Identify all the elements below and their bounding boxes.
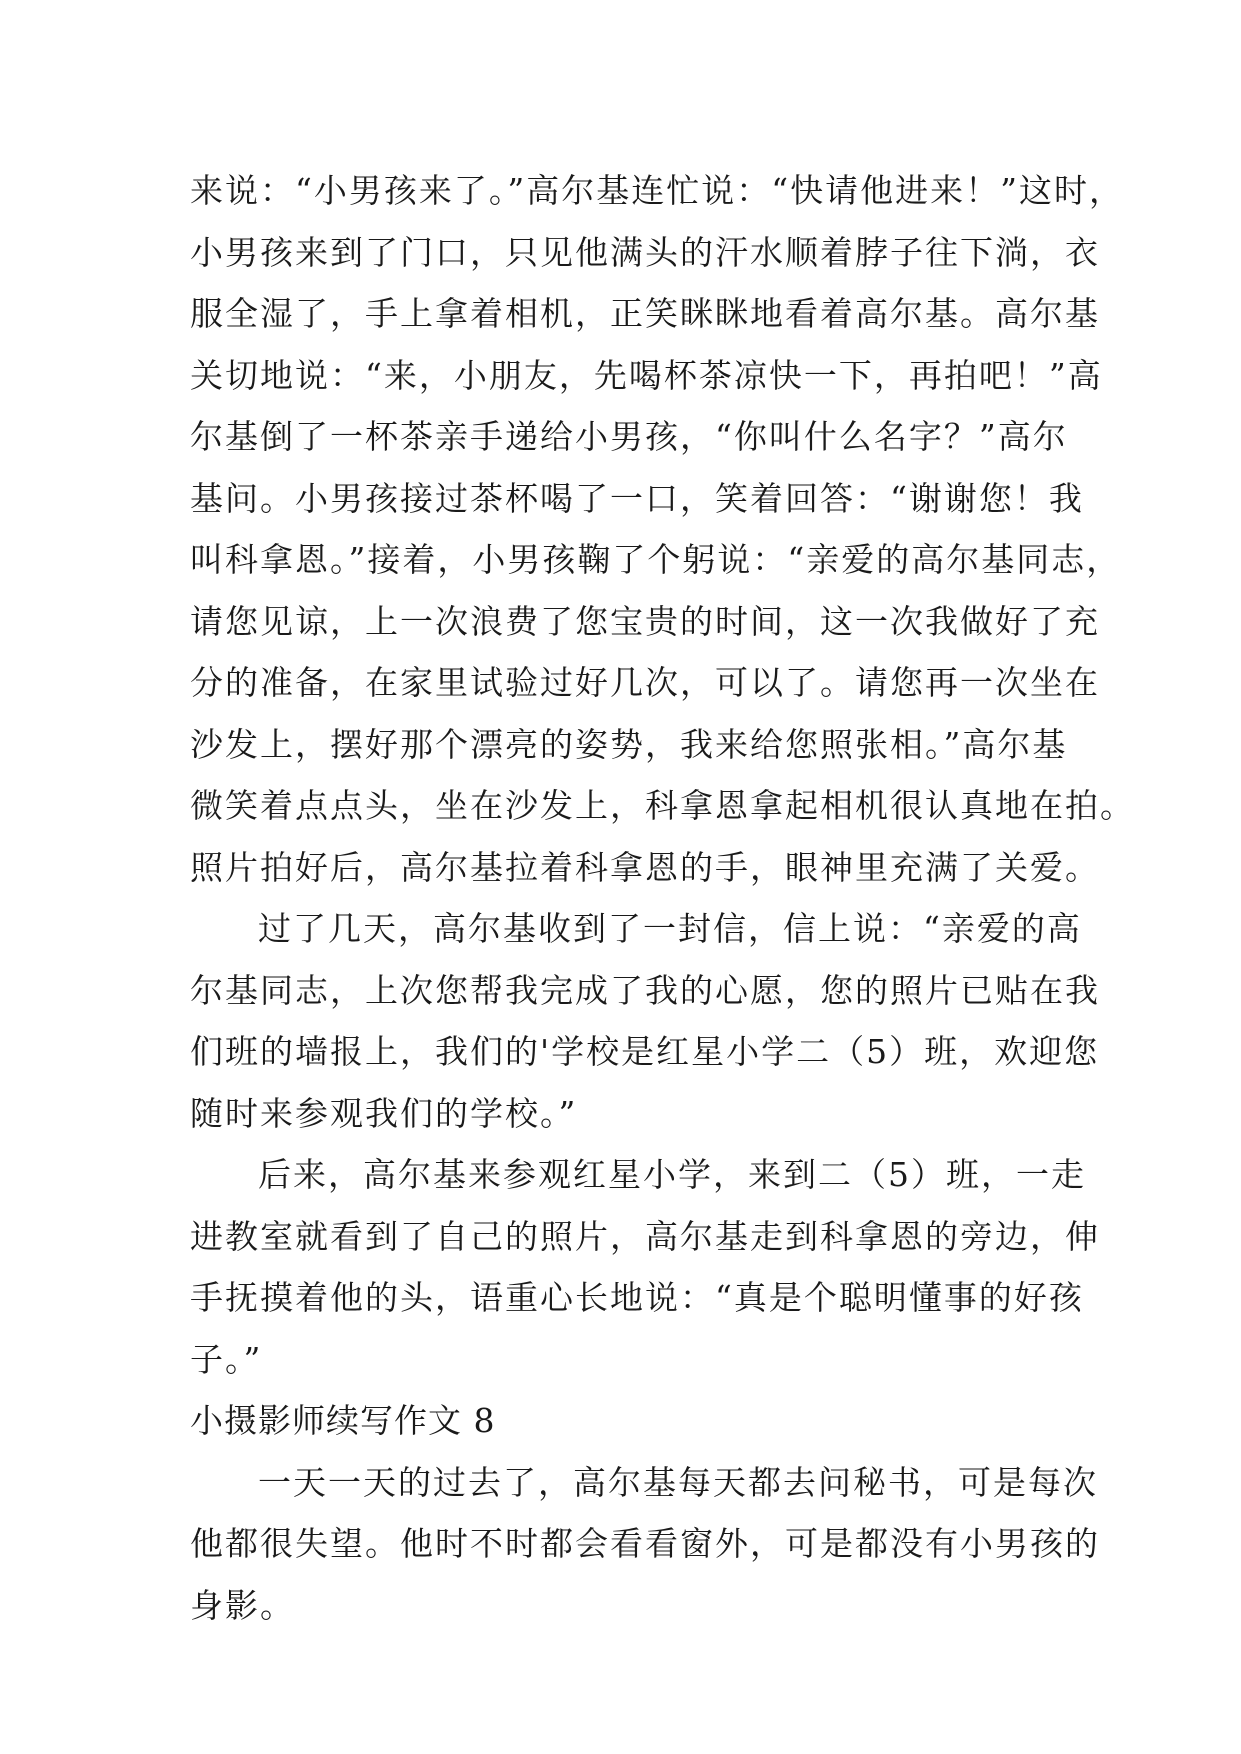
paragraph-line: 子。”	[190, 1339, 263, 1379]
paragraph-line: 分的准备，在家里试验过好几次，可以了。请您再一次坐在	[190, 663, 1100, 702]
paragraph-line: 尔基同志，上次您帮我完成了我的心愿，您的照片已贴在我	[190, 970, 1100, 1010]
paragraph-line: 进教室就看到了自己的照片，高尔基走到科拿恩的旁边，伸	[190, 1216, 1100, 1256]
paragraph-line: 请您见谅，上一次浪费了您宝贵的时间，这一次我做好了充	[190, 601, 1100, 641]
paragraph-1	[190, 160, 1135, 898]
paragraph-line: 小男孩来到了门口，只见他满头的汗水顺着脖子往下淌，衣	[190, 232, 1100, 272]
paragraph-line: 照片拍好后，高尔基拉着科拿恩的手，眼神里充满了关爱。	[190, 847, 1100, 887]
paragraph-line: 沙发上，摆好那个漂亮的姿势，我来给您照张相。”高尔基	[190, 724, 1068, 764]
paragraph-line: 过了几天，高尔基收到了一封信，信上说：“亲爱的高	[258, 909, 1082, 948]
document-body	[190, 160, 1135, 1636]
paragraph-line: 服全湿了，手上拿着相机，正笑眯眯地看着高尔基。高尔基	[190, 294, 1100, 333]
paragraph-2	[190, 898, 1100, 1144]
paragraph-line: 后来，高尔基来参观红星小学，来到二（5）班，一走	[258, 1155, 1086, 1194]
paragraph-line: 叫科拿恩。”接着，小男孩鞠了个躬说：“亲爱的高尔基同志，	[190, 540, 1122, 579]
paragraph-line: 们班的墙报上，我们的'学校是红星小学二（5）班，欢迎您	[190, 1032, 1100, 1071]
paragraph-line: 随时来参观我们的学校。”	[190, 1093, 578, 1133]
paragraph-line: 身影。	[190, 1585, 295, 1625]
paragraph-line: 尔基倒了一杯茶亲手递给小男孩，“你叫什么名字？”高尔	[190, 417, 1068, 456]
paragraph-line: 手抚摸着他的头，语重心长地说：“真是个聪明懂事的好孩	[190, 1278, 1084, 1317]
paragraph-line: 一天一天的过去了，高尔基每天都去问秘书，可是每次	[258, 1462, 1098, 1502]
paragraph-line: 基问。小男孩接过茶杯喝了一口，笑着回答：“谢谢您！我	[190, 478, 1084, 518]
paragraph-4	[190, 1452, 1100, 1637]
paragraph-line: 关切地说：“来，小朋友，先喝杯茶凉快一下，再拍吧！”高	[190, 355, 1103, 395]
paragraph-3	[190, 1144, 1100, 1390]
paragraph-line: 他都很失望。他时不时都会看看窗外，可是都没有小男孩的	[190, 1524, 1100, 1563]
section-heading: 小摄影师续写作文 8	[190, 1401, 496, 1440]
paragraph-line: 微笑着点点头，坐在沙发上，科拿恩拿起相机很认真地在拍。	[190, 786, 1135, 825]
paragraph-line: 来说：“小男孩来了。”高尔基连忙说：“快请他进来！”这时，	[190, 171, 1124, 210]
